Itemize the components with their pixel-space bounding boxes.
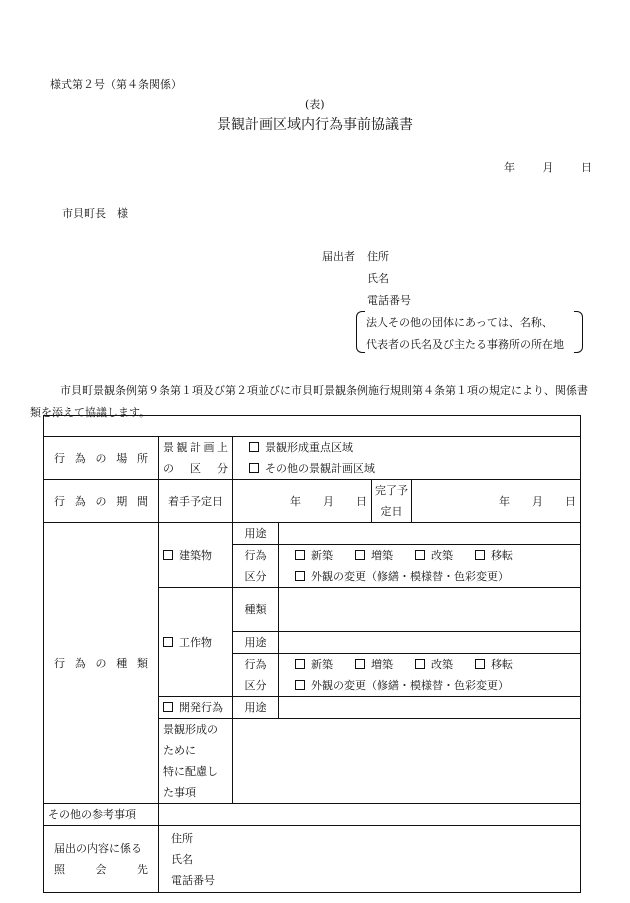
building-extend: 増築 <box>371 549 393 562</box>
table-row <box>44 480 581 523</box>
development-cell[interactable] <box>159 697 233 719</box>
checkbox-icon[interactable] <box>415 550 425 560</box>
kind-label-cell <box>44 523 159 804</box>
checkbox-icon[interactable] <box>415 659 425 669</box>
place-label: 行為の場所 <box>54 451 148 465</box>
structure-cell[interactable] <box>159 588 233 697</box>
checkbox-icon[interactable] <box>163 637 173 647</box>
other-label-cell <box>44 804 159 826</box>
form-number: 様式第２号（第４条関係） <box>50 78 182 91</box>
checkbox-icon[interactable] <box>295 659 305 669</box>
table-row <box>44 523 581 545</box>
document-title: 景観計画区域内行為事前協議書 <box>217 117 413 133</box>
place-option-1-cell[interactable] <box>233 437 581 459</box>
building-cell[interactable] <box>159 523 233 588</box>
end-year: 年 <box>499 494 510 508</box>
category-label-cell-1 <box>159 437 233 459</box>
development-label: 開発行為 <box>179 701 223 714</box>
start-month: 月 <box>323 494 334 508</box>
checkbox-icon[interactable] <box>295 680 305 690</box>
consideration-input[interactable] <box>233 719 581 804</box>
structure-use-label-cell <box>233 632 279 654</box>
structure-act-label: 行為 <box>244 658 267 671</box>
date-month: 月 <box>542 161 554 174</box>
start-date-cell[interactable] <box>233 480 372 523</box>
building-exterior-cell[interactable] <box>279 566 581 588</box>
contact-address-label: 住所 <box>171 831 193 845</box>
right-bracket <box>574 311 583 353</box>
date-day: 日 <box>581 161 592 174</box>
contact-input-cell[interactable] <box>159 826 581 893</box>
date-year: 年 <box>504 161 515 174</box>
filer-name-label: 氏名 <box>367 272 389 285</box>
kind-label: 行為の種類 <box>54 656 148 670</box>
building-move: 移転 <box>491 549 513 562</box>
structure-extend: 増築 <box>371 658 393 671</box>
structure-rebuild: 改築 <box>431 658 453 671</box>
checkbox-icon[interactable] <box>163 702 173 712</box>
building-use-label: 用途 <box>244 527 267 540</box>
structure-kind-input[interactable] <box>279 588 581 632</box>
development-use-label-cell <box>233 697 279 719</box>
building-div-label-cell <box>233 566 279 588</box>
structure-act-options <box>279 654 581 676</box>
structure-move: 移転 <box>491 658 513 671</box>
checkbox-icon[interactable] <box>295 550 305 560</box>
building-div-label: 区分 <box>244 570 267 583</box>
start-label: 着手予定日 <box>168 494 223 508</box>
corporate-note-line1: 法人その他の団体にあっては、名称、 <box>366 316 553 329</box>
structure-exterior-cell[interactable] <box>279 675 581 697</box>
place-option-2-cell[interactable] <box>233 458 581 480</box>
corporate-note-line2: 代表者の氏名及び主たる事務所の所在地 <box>366 338 564 351</box>
checkbox-icon[interactable] <box>355 550 365 560</box>
checkbox-icon[interactable] <box>249 442 259 452</box>
structure-kind-label-cell <box>233 588 279 632</box>
place-option-2: その他の景観計画区域 <box>265 462 375 475</box>
consideration-label-2: 特に配慮した事項 <box>163 765 218 799</box>
start-day: 日 <box>356 494 367 508</box>
end-day: 日 <box>565 494 576 508</box>
contact-tel-label: 電話番号 <box>171 873 215 887</box>
filer-address-label: 住所 <box>367 250 389 263</box>
building-new: 新築 <box>311 549 333 562</box>
period-label: 行為の期間 <box>54 494 148 508</box>
table-row <box>44 804 581 826</box>
building-use-input[interactable] <box>279 523 581 545</box>
structure-div-label: 区分 <box>244 679 267 692</box>
consideration-label-1: 景観形成のために <box>163 723 218 757</box>
place-option-1: 景観形成重点区域 <box>265 441 353 454</box>
building-rebuild: 改築 <box>431 549 453 562</box>
building-act-label-cell <box>233 545 279 567</box>
table-row <box>44 826 581 893</box>
place-label-cell <box>44 437 159 480</box>
end-label-cell <box>372 480 412 523</box>
start-label-cell <box>159 480 233 523</box>
structure-use-label: 用途 <box>244 636 267 649</box>
structure-new: 新築 <box>311 658 333 671</box>
consideration-label-cell <box>159 719 233 804</box>
development-use-input[interactable] <box>279 697 581 719</box>
filer-tel-label: 電話番号 <box>367 294 411 307</box>
checkbox-icon[interactable] <box>295 571 305 581</box>
contact-label-cell <box>44 826 159 893</box>
filer-label: 届出者 <box>322 250 355 263</box>
structure-kind-label: 種類 <box>244 603 267 616</box>
period-label-cell <box>44 480 159 523</box>
consultation-table <box>43 415 581 893</box>
building-use-label-cell <box>233 523 279 545</box>
building-label: 建築物 <box>179 548 212 562</box>
structure-use-input[interactable] <box>279 632 581 654</box>
structure-exterior: 外観の変更（修繕・模様替・色彩変更） <box>311 679 509 692</box>
other-input[interactable] <box>159 804 581 826</box>
table-row <box>44 437 581 459</box>
development-use-label: 用途 <box>244 701 267 714</box>
blank-header-cell <box>44 416 581 437</box>
checkbox-icon[interactable] <box>249 463 259 473</box>
contact-label-2: 照 会 先 <box>54 863 148 876</box>
start-year: 年 <box>290 494 301 508</box>
front-side-label: (表) <box>305 98 325 111</box>
category-label-cell-2 <box>159 458 233 480</box>
end-month: 月 <box>532 494 543 508</box>
category-label-2: の 区 分 <box>163 462 228 475</box>
building-act-label: 行為 <box>244 549 267 562</box>
end-date-cell[interactable] <box>412 480 581 523</box>
left-bracket <box>356 311 365 353</box>
structure-label: 工作物 <box>179 635 212 649</box>
checkbox-icon[interactable] <box>475 550 485 560</box>
building-exterior: 外観の変更（修繕・模様替・色彩変更） <box>311 570 509 583</box>
addressee: 市貝町長 様 <box>62 207 128 220</box>
end-label: 完了予定日 <box>375 484 408 518</box>
intro-paragraph: 市貝町景観条例第９条第１項及び第２項並びに市貝町景観条例施行規則第４条第１項の規定により、関係書類を添えて協議します。 <box>30 384 588 419</box>
contact-label-1: 届出の内容に係る <box>54 842 142 855</box>
contact-name-label: 氏名 <box>171 852 193 866</box>
structure-div-label-cell <box>233 675 279 697</box>
checkbox-icon[interactable] <box>163 550 173 560</box>
category-label-1: 景観計画上 <box>163 441 228 454</box>
building-act-options <box>279 545 581 567</box>
other-label: その他の参考事項 <box>48 808 136 821</box>
structure-act-label-cell <box>233 654 279 676</box>
date-line <box>504 162 592 173</box>
checkbox-icon[interactable] <box>475 659 485 669</box>
table-row <box>44 416 581 437</box>
checkbox-icon[interactable] <box>355 659 365 669</box>
